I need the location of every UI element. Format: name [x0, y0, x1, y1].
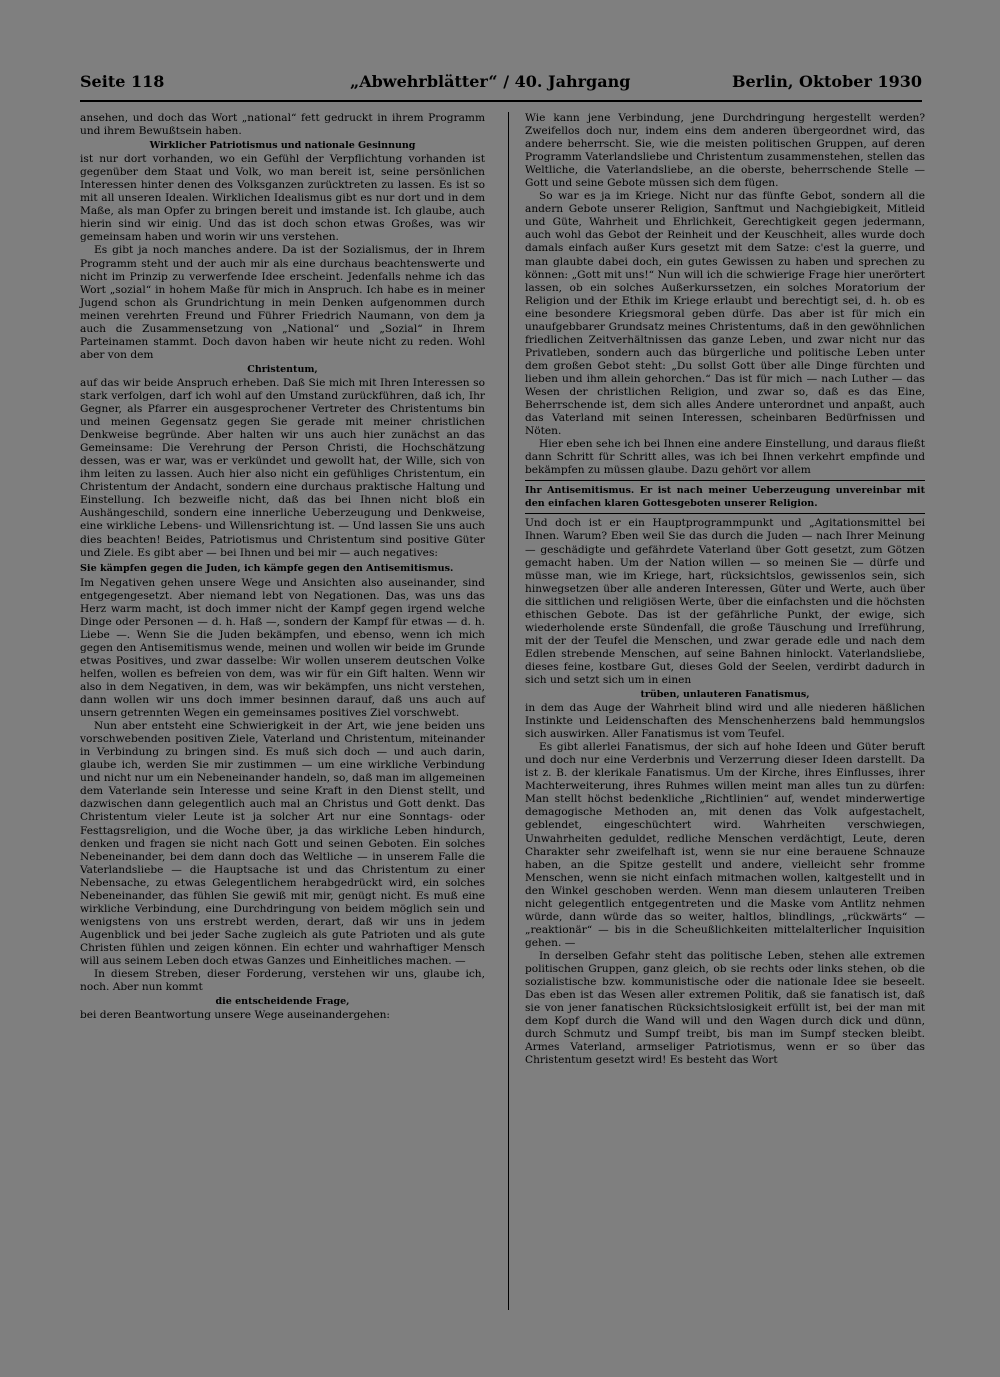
- paragraph: In diesem Streben, dieser Forderung, verstehen wir uns, glaube ich, noch. Aber nun kommt: [80, 968, 485, 994]
- column-divider: [508, 112, 509, 1310]
- paragraph: Und doch ist er ein Hauptprogrammpunkt und „Agitationsmittel bei Ihnen. Warum? Eben weil Sie das durch die Juden — nach Ihrer Meinung — geschädigte und gefährdete Vaterland über Gott gesetzt, zum Götzen gemacht haben. Um der Nation willen — so meinen Sie — dürfe und müsse man, wie im Kriege, hart, rücksichtslos, gewissenlos sein, sich hinwegsetzen über alle anderen Interessen, Güter und Werte, auch über die sittlichen und religiösen Werte, über die einfachsten und die höchsten ethischen Gebote. Das ist der gefährliche Punkt, der ewige, sich wiederholende erste Sündenfall, die große Täuschung und Irreführung, mit der der Teufel die Menschen, und zwar gerade edle und nach dem Edlen strebende Menschen, auf seine Bahnen hinlockt. Vaterlandsliebe, dieses feine, kostbare Gut, dieses Gold der Seelen, verdirbt dadurch in sich und setzt sich um in einen: [525, 517, 925, 686]
- place-date: Berlin, Oktober 1930: [731, 72, 922, 91]
- paragraph: Nun aber entsteht eine Schwierigkeit in der Art, wie jene beiden uns vorschwebenden positiven Ziele, Vaterland und Christentum, miteinander in Verbindung zu bringen sind. Es muß sich doch — und auch darin, glaube ich, werden Sie mir zustimmen — um eine wirkliche Verbindung und nicht nur um ein Nebeneinander handeln, so, daß man im allgemeinen dem Vaterlande sein Interesse und seine Kraft in den Dienst stellt, und dazwischen dann gelegentlich auch mal an Christus und Gott denkt. Das Christentum vieler Leute ist ja solcher Art nur eine Sonntags- oder Festtagsreligion, und die Woche über, ja das wirkliche Leben hindurch, denken und fragen sie nicht nach Gott und seinen Geboten. Ein solches Nebeneinander, bei dem dann doch das Weltliche — in unserem Falle die Vaterlandsliebe — die Hauptsache ist und das Christentum zu einer Nebensache, zu etwas Gelegentlichem herabgedrückt wird, ein solches Nebeneinander, das fühlen Sie gewiß mit mir, genügt nicht. Es muß eine wirkliche Verbindung, eine Durchdringung von beidem möglich sein und wenigstens von uns erstrebt werden, derart, daß wir uns in jedem Augenblick und bei jeder Sache zugleich als gute Patrioten und als gute Christen fühlen und zeigen können. Ein echter und wahrhaftiger Mensch will aus seinem Leben doch etwas Ganzes und Einheitliches machen. —: [80, 720, 485, 967]
- subheading: trüben, unlauteren Fanatismus,: [640, 689, 810, 701]
- subheading: Wirklicher Patriotismus und nationale Gesinnung: [149, 140, 416, 152]
- section-rule: [525, 480, 925, 481]
- bold-statement: Ihr Antisemitismus. Er ist nach meiner Ueberzeugung unvereinbar mit den einfachen klaren Gottesgeboten unserer Religion.: [525, 485, 925, 510]
- paragraph: auf das wir beide Anspruch erheben. Daß Sie mich mit Ihren Interessen so stark verfolgen, darf ich wohl auf den Umstand zurückführen, daß ich, Ihr Gegner, als Pfarrer ein ausgesprochener Vertreter des Christentums bin und meinen Gegensatz gegen Sie gerade mit meiner christlichen Denkweise begründe. Aber halten wir uns auch hier zunächst an das Gemeinsame: Die Verehrung der Person Christi, die Hochschätzung dessen, was er war, was er verkündet und gewollt hat, der Wille, sich von ihm leiten zu lassen. Auch hier also nicht ein gefühliges Christentum, ein Christentum der Andacht, sondern eine durchaus praktische Haltung und Einstellung. Ich bezweifle nicht, daß das bei Ihnen nicht bloß ein Aushängeschild, sondern eine innerliche Ueberzeugung und Denkweise, eine wirkliche Lebens- und Willensrichtung ist. — Und lassen Sie uns auch dies beachten! Beides, Patriotismus und Christentum sind positive Güter und Ziele. Es gibt aber — bei Ihnen und bei mir — auch negatives:: [80, 376, 485, 559]
- paragraph: Es gibt allerlei Fanatismus, der sich auf hohe Ideen und Güter beruft und doch nur eine Verderbnis und Verzerrung dieser Ideen darstellt. Da ist z. B. der klerikale Fanatismus. Um der Kirche, ihres Einflusses, ihrer Machterweiterung, ihres Ruhmes willen meint man alles tun zu dürfen: Man stellt höchst bedenkliche „Richtlinien“ auf, wendet minderwertige demagogische Methoden an, mit denen das Volk aufgestachelt, geblendet, eingeschüchtert wird. Wahrheiten verschwiegen, Unwahrheiten geduldet, redliche Menschen verdächtigt, Leute, deren Charakter sehr zweifelhaft ist, wenn sie nur eine berauene Schnauze haben, an die Spitze gestellt und andere, vielleicht sehr fromme Menschen, wenn sie nicht einfach mitmachen wollen, kaltgestellt und in den Winkel geschoben werden. Wenn man diesem unlauteren Treiben nicht gelegentlich entgegentreten und die Maske vom Antlitz nehmen würde, dann würde das so weiter, haltlos, blindlings, „rückwärts“ — „reaktionär“ — bis in die Scheußlichkeiten mittelalterlicher Inquisition gehen. —: [525, 741, 925, 949]
- paragraph: Wie kann jene Verbindung, jene Durchdringung hergestellt werden? Zweifellos doch nur, indem eins dem anderen übergeordnet wird, das andere beherrscht. Sie, wie die meisten politischen Gruppen, auf deren Programm Vaterlandsliebe und Christentum zusammenstehen, stellen das Weltliche, die Vaterlandsliebe, an die oberste, beherrschende Stelle — Gott und seine Gebote müssen sich dem fügen.: [525, 112, 925, 190]
- left-column: [80, 112, 485, 1022]
- paragraph: Im Negativen gehen unsere Wege und Ansichten also auseinander, sind entgegengesetzt. Aber niemand lebt von Negationen. Das, was uns das Herz warm macht, ist doch immer nicht der Kampf gegen irgend welche Dinge oder Personen — d. h. Haß —, sondern der Kampf für etwas — d. h. Liebe —. Wenn Sie die Juden bekämpfen, und ebenso, wenn ich mich gegen den Antisemitismus wende, meinen und wollen wir beide im Grunde etwas Positives, und zwar dasselbe: Wir wollen unserem deutschen Volke helfen, wollen es befreien von dem, was wir für ein Gift halten. Wenn wir also in dem Negativen, in dem, was wir bekämpfen, uns nicht verstehen, dann wollen wir uns doch immer besinnen darauf, daß uns auch auf unsern getrennten Wegen ein gemeinsames positives Ziel vorschwebt.: [80, 576, 485, 720]
- section-rule: [525, 513, 925, 514]
- paragraph: In derselben Gefahr steht das politische Leben, stehen alle extremen politischen Gruppen, ganz gleich, ob sie rechts oder links stehen, ob die sozialistische bzw. kommunistische oder die nationale Idee sie beseelt. Das eben ist das Wesen aller extremen Politik, daß sie fanatisch ist, daß sie von jener fanatischen Rücksichtslosigkeit erfüllt ist, bei der man mit dem Kopf durch die Wand will und den Wagen durch dick und dünn, durch Schmutz und Sumpf treibt, bis man im Sumpf stecken bleibt. Armes Vaterland, armseliger Patriotismus, wenn er so über das Christentum gesetzt wird! Es besteht das Wort: [525, 949, 925, 1067]
- paragraph: in dem das Auge der Wahrheit blind wird und alle niederen häßlichen Instinkte und Leidenschaften des Menschenherzens bald hemmungslos sich auswirken. Aller Fanatismus ist vom Teufel.: [525, 702, 925, 741]
- paragraph: So war es ja im Kriege. Nicht nur das fünfte Gebot, sondern all die andern Gebote unserer Religion, Sanftmut und Nachgiebigkeit, Mitleid und Güte, Wahrheit und Ehrlichkeit, Gerechtigkeit gegen jedermann, auch wohl das Gebot der Reinheit und der Keuschheit, alles wurde doch damals einfach außer Kurs gesetzt mit dem Satze: c'est la guerre, und man glaubte dabei doch, ein gutes Gewissen zu haben und sprechen zu können: „Gott mit uns!“ Nun will ich die schwierige Frage hier unerörtert lassen, ob ein solches Außerkurssetzen, ein solches Moratorium der Religion und der Ethik im Kriege erlaubt und berechtigt sei, d. h. ob es eine besondere Kriegsmoral geben dürfe. Das aber ist für mich ein unaufgebbarer Grundsatz meines Christentums, daß in den gewöhnlichen friedlichen Zeitverhältnissen das ganze Leben, und zwar nicht nur das Privatleben, sondern auch das bürgerliche und politische Leben unter dem großen Gebot steht: „Du sollst Gott über alle Dinge fürchten und lieben und ihm allein gehorchen.“ Das ist für mich — nach Luther — das Wesen der christlichen Religion, und zwar so, daß es das Eine, Beherrschende ist, dem sich alles Andere unterordnet und anpaßt, auch das Vaterland mit seinen Interessen, scheinbaren Bedürfnissen und Nöten.: [525, 190, 925, 438]
- right-column: [525, 112, 925, 1067]
- publication-title: „Abwehrblätter“ / 40. Jahrgang: [350, 72, 631, 91]
- page-number: Seite 118: [80, 72, 165, 91]
- bold-statement: Sie kämpfen gegen die Juden, ich kämpfe gegen den Antisemitismus.: [80, 562, 454, 574]
- paragraph: Hier eben sehe ich bei Ihnen eine andere Einstellung, und daraus fließt dann Schritt für Schritt alles, was ich bei Ihnen verkehrt empfinde und bekämpfen zu müssen glaube. Dazu gehört vor allem: [525, 438, 925, 477]
- paragraph: ansehen, und doch das Wort „national“ fett gedruckt in ihrem Programm und ihrem Bewußtsein haben.: [80, 112, 485, 138]
- subheading: die entscheidende Frage,: [215, 996, 350, 1008]
- paragraph: bei deren Beantwortung unsere Wege auseinandergehen:: [80, 1009, 391, 1022]
- subheading: Christentum,: [247, 363, 318, 375]
- paragraph: ist nur dort vorhanden, wo ein Gefühl der Verpflichtung vorhanden ist gegenüber dem Staat und Volk, wo man bereit ist, seine persönlichen Interessen hinter denen des Volksganzen zurücktreten zu lassen. Es ist so mit all unseren Idealen. Wirklichen Idealismus gibt es nur dort und in dem Maße, als man Opfer zu bringen bereit und imstande ist. Ich glaube, auch hierin sind wir einig. Und das ist doch schon etwas Großes, was wir gemeinsam haben und worin wir uns verstehen.: [80, 153, 485, 244]
- page-header: [80, 72, 922, 98]
- header-rule: [80, 100, 922, 102]
- paragraph: Es gibt ja noch manches andere. Da ist der Sozialismus, der in Ihrem Programm steht und der auch mir als eine durchaus beachtenswerte und nicht im Prinzip zu verwerfende Idee erscheint. Jedenfalls nehme ich das Wort „sozial“ in hohem Maße für mich in Anspruch. Ich habe es in meiner Jugend schon als Grundrichtung in mein Denken aufgenommen durch meinen verehrten Freund und Führer Friedrich Naumann, von dem ja auch die Zusammensetzung von „National“ und „Sozial“ in Ihrem Parteinamen stammt. Doch davon haben wir heute nicht zu reden. Wohl aber von dem: [80, 244, 485, 361]
